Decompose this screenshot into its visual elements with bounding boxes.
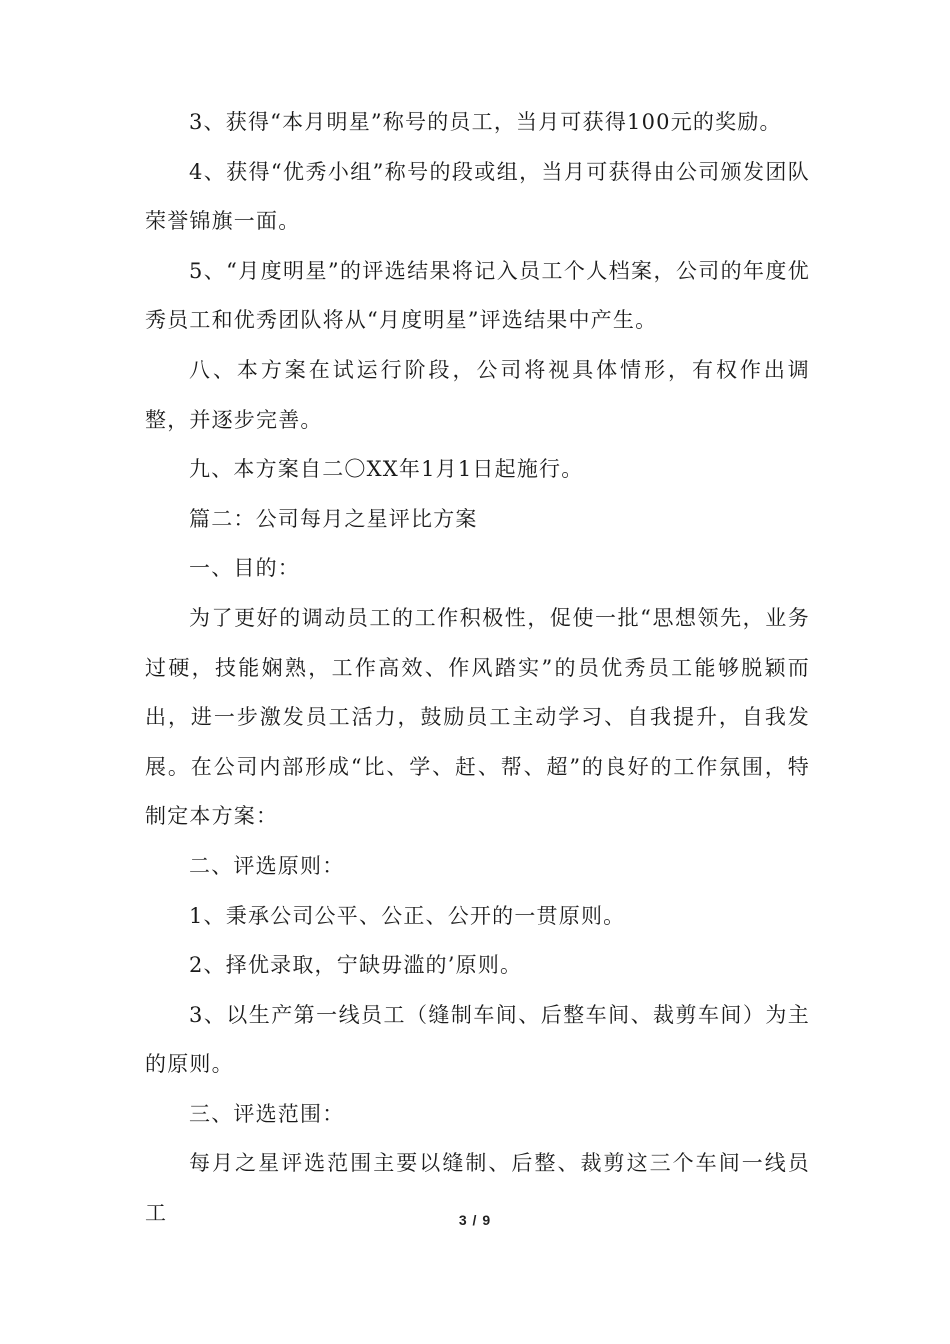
paragraph: 4、获得“优秀小组”称号的段或组，当月可获得由公司颁发团队荣誉锦旗一面。	[145, 159, 810, 234]
paragraph: 1、秉承公司公平、公正、公开的一贯原则。	[189, 903, 626, 928]
paragraph: 3、以生产第一线员工（缝制车间、后整车间、裁剪车间）为主的原则。	[145, 1002, 810, 1077]
section-title: 篇二：公司每月之星评比方案	[189, 506, 478, 531]
paragraph: 八、本方案在试运行阶段，公司将视具体情形，有权作出调整，并逐步完善。	[145, 357, 810, 432]
paragraph: 5、“月度明星”的评选结果将记入员工个人档案，公司的年度优秀员工和优秀团队将从“月度明星”评选结果中产生。	[145, 258, 810, 333]
paragraph: 九、本方案自二〇XX年1月1日起施行。	[189, 457, 584, 482]
section-heading: 一、目的：	[189, 556, 300, 581]
section-heading: 三、评选范围：	[189, 1101, 345, 1126]
section-heading: 二、评选原则：	[189, 853, 345, 878]
page-number: 3 / 9	[458, 1212, 492, 1228]
paragraph: 为了更好的调动员工的工作积极性，促使一批“思想领先，业务过硬，技能娴熟，工作高效、作风踏实”的员优秀员工能够脱颖而出，进一步激发员工活力，鼓励员工主动学习、自我提升，自我发展。在公司内部形成“比、学、赶、帮、超”的良好的工作氛围，特制定本方案：	[145, 605, 810, 829]
document-body	[145, 98, 810, 1239]
paragraph: 3、获得“本月明星”称号的员工，当月可获得100元的奖励。	[189, 110, 782, 134]
paragraph: 2、择优录取，宁缺毋滥的’原则。	[189, 953, 523, 978]
paragraph: 每月之星评选范围主要以缝制、后整、裁剪这三个车间一线员工	[145, 1151, 810, 1226]
